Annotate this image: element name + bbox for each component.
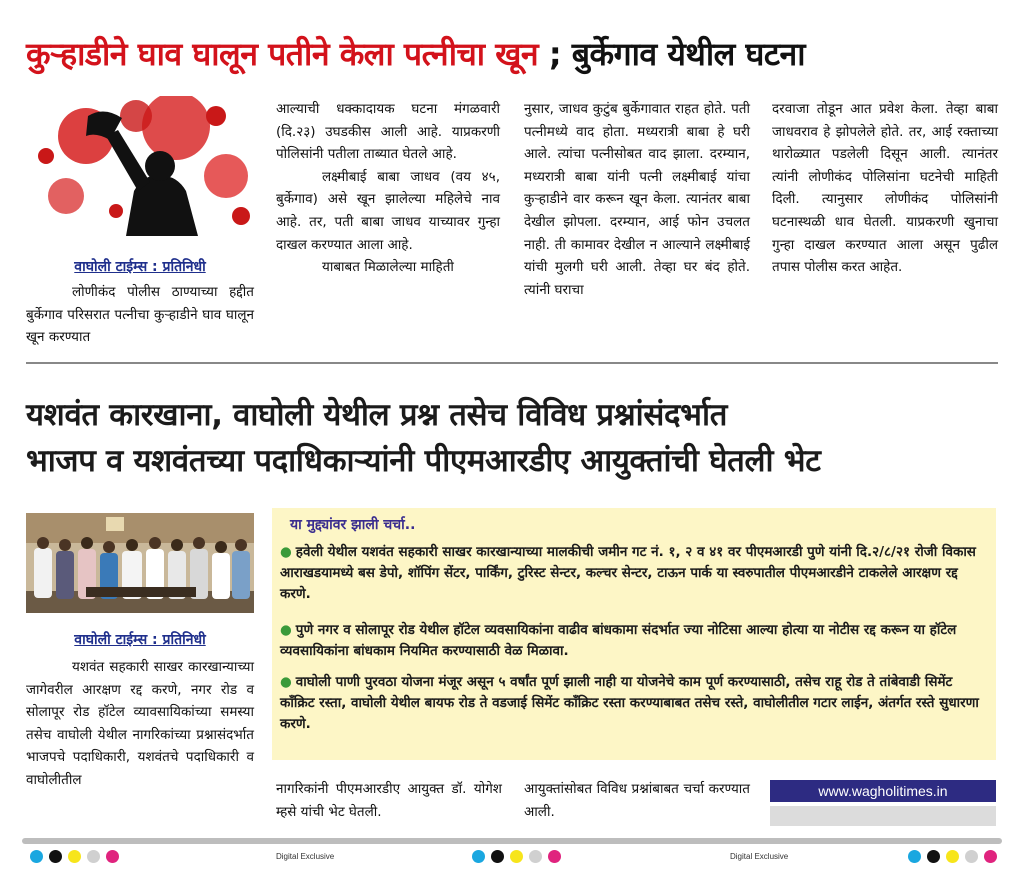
article-1-col-2-p2: लक्ष्मीबाई बाबा जाधव (वय ४५, बुर्केगाव) असे खून झालेल्या महिलेचे नाव आहे. तर, पती बाबा जाधव याच्यावर गुन्हा दाखल करण्यात आला आहे. <box>276 168 500 253</box>
discussion-point-2-text: पुणे नगर व सोलापूर रोड येथील हॉटेल व्यवसायिकांना वाढीव बांधकामा संदर्भात ज्या नोटिसा आल्या होत्या या नोटीस रद्द करून या हॉटेल व्यवसायिकांना बांधकाम नियमित करण्यासाठी वेळ मिळावा. <box>280 622 957 659</box>
section-divider <box>26 362 998 364</box>
registration-dot-yellow <box>510 850 523 863</box>
article-1-column-2 <box>276 98 500 279</box>
discussion-point-3 <box>280 672 990 735</box>
bullet-icon: ● <box>280 674 292 690</box>
article-1-column-4 <box>772 98 998 279</box>
bullet-icon: ● <box>280 544 292 560</box>
registration-dot-black <box>927 850 940 863</box>
article-1-column-3 <box>524 98 750 301</box>
registration-dot-black <box>491 850 504 863</box>
registration-dot-cyan <box>30 850 43 863</box>
registration-dot-magenta <box>548 850 561 863</box>
registration-dot-grey <box>87 850 100 863</box>
article-2-col-3-text: आयुक्तांसोबत विविध प्रश्नांबाबत चर्चा करण्यात आली. <box>524 781 750 820</box>
headline-2 <box>26 392 1006 484</box>
digital-exclusive-left: Digital Exclusive <box>276 852 335 861</box>
article-2-col-1-text: यशवंत सहकारी साखर कारखान्याच्या जागेवरील आरक्षण रद्द करणे, नगर रोड व सोलापूर रोड हॉटेल व्यावसायिकांच्या समस्या तसेच वाघोली येथील नागरिकांच्या प्रश्नासंदर्भात भाजपचे पदाधिकारी, यशवंतचे पदाधिकारी व वाघोलीतील <box>26 659 254 788</box>
footer-grey-bar <box>770 806 996 826</box>
headline-1-red: कुऱ्हाडीने घाव घालून पतीने केला पत्नीचा खून <box>26 35 539 73</box>
article-1-col-2-p1: आल्याची धक्कादायक घटना मंगळवारी (दि.२३) उघडकीस आली आहे. याप्रकरणी पोलिसांनी पतीला ताब्यात घेतले आहे. <box>276 101 500 163</box>
footer-rule <box>22 838 1002 844</box>
article-1-column-1 <box>26 281 254 349</box>
registration-dot-grey <box>529 850 542 863</box>
registration-dot-yellow <box>68 850 81 863</box>
article-1-photo <box>26 96 254 236</box>
article-1-byline: वाघोली टाईम्स : प्रतिनिधी <box>74 259 206 275</box>
bullet-icon: ● <box>280 622 292 638</box>
discussion-point-3-text: वाघोली पाणी पुरवठा योजना मंजूर असून ५ वर्षांत पूर्ण झाली नाही या योजनेचे काम पूर्ण करण्यासाठी, तसेच राहू रोड ते तांबेवाडी सिमेंट कॉंक्रिट रस्ता, वाघोली येथील बायफ रोड ते वडजाई सिमेंट कॉंक्रिट रस्ता करण्याबाबत तसेच रस्ते, वाघोलीतील गटार लाईन, अंतर्गत रस्ते सुधारणा करणे. <box>280 674 979 732</box>
article-2-byline: वाघोली टाईम्स : प्रतिनिधी <box>74 632 206 648</box>
registration-dot-cyan <box>908 850 921 863</box>
headline-1-dark: ; बुर्केगाव येथील घटना <box>538 35 806 73</box>
article-2-column-3 <box>524 778 750 823</box>
registration-dot-magenta <box>984 850 997 863</box>
discussion-point-2 <box>280 620 990 662</box>
headline-2-line-2: भाजप व यशवंतच्या पदाधिकाऱ्यांनी पीएमआरडीए आयुक्तांची घेतली भेट <box>26 443 821 479</box>
website-url[interactable]: www.wagholitimes.in <box>770 780 996 802</box>
registration-dot-magenta <box>106 850 119 863</box>
article-1-col-4-text: दरवाजा तोडून आत प्रवेश केला. तेव्हा बाबा जाधवराव हे झोपलेले होते. तर, आई रक्ताच्या थारोळ्यात पडलेली दिसून आली. त्यानंतर त्यांनी लोणीकंद पोलिसांना घटनेची माहिती दिली. त्यानुसार लोणीकंद पोलिसांनी घटनास्थळी धाव घेतली. याप्रकरणी खुनाचा गुन्हा दाखल करण्यात आला असून पुढील तपास पोलीस करत आहेत. <box>772 101 998 276</box>
discussion-point-1 <box>280 542 990 605</box>
article-1-col-3-text: नुसार, जाधव कुटुंब बुर्केगावात राहत होते. पती पत्नीमध्ये वाद होता. मध्यरात्री बाबा हे घरी आले. त्यांचा पत्नीसोबत वाद झाला. दरम्यान, मध्यरात्री बाबा यांनी पत्नी लक्ष्मीबाई यांचा कुऱ्हाडीने वार करून खून केला. त्यानंतर बाबा देखील झोपला. दरम्यान, आई फोन उचलत नाही. ती कामावर देखील न आल्याने लक्ष्मीबाई यांची मुलगी घरी आली. तेव्हा घर बंद होते. त्यांनी घराचा <box>524 101 750 298</box>
article-2-photo <box>26 513 254 613</box>
registration-dot-grey <box>965 850 978 863</box>
article-1-col-2-p3: याबाबत मिळालेल्या माहिती <box>322 259 454 276</box>
article-2-column-1 <box>26 656 254 792</box>
article-2-col-2-text: नागरिकांनी पीएमआरडीए आयुक्त डॉ. योगेश म्हसे यांची भेट घेतली. <box>276 781 502 820</box>
headline-2-line-1: यशवंत कारखाना, वाघोली येथील प्रश्न तसेच विविध प्रश्नांसंदर्भात <box>26 397 728 433</box>
digital-exclusive-right: Digital Exclusive <box>730 852 789 861</box>
article-2-column-2 <box>276 778 502 823</box>
registration-dot-cyan <box>472 850 485 863</box>
discussion-box-title: या मुद्द्यांवर झाली चर्चा.. <box>290 517 416 533</box>
article-1-col-1-text: लोणीकंद पोलीस ठाण्याच्या हद्दीत बुर्केगाव परिसरात पत्नीचा कुऱ्हाडीने घाव घालून खून करण्यात <box>26 284 254 346</box>
registration-dot-yellow <box>946 850 959 863</box>
headline-1 <box>26 30 1006 78</box>
registration-dot-black <box>49 850 62 863</box>
discussion-point-1-text: हवेली येथील यशवंत सहकारी साखर कारखान्याच्या मालकीची जमीन गट नं. १, २ व ४१ वर पीएमआरडी पुणे यांनी दि.२/८/२१ रोजी विकास आराखडयामध्ये बस डेपो, शॉपिंग सेंटर, पार्किंग, टुरिस्ट सेन्टर, कल्चर सेन्टर, टाऊन पार्क या स्वरुपातील पीएमआरडीने टाकलेले आरक्षण रद्द करणे. <box>280 544 976 602</box>
